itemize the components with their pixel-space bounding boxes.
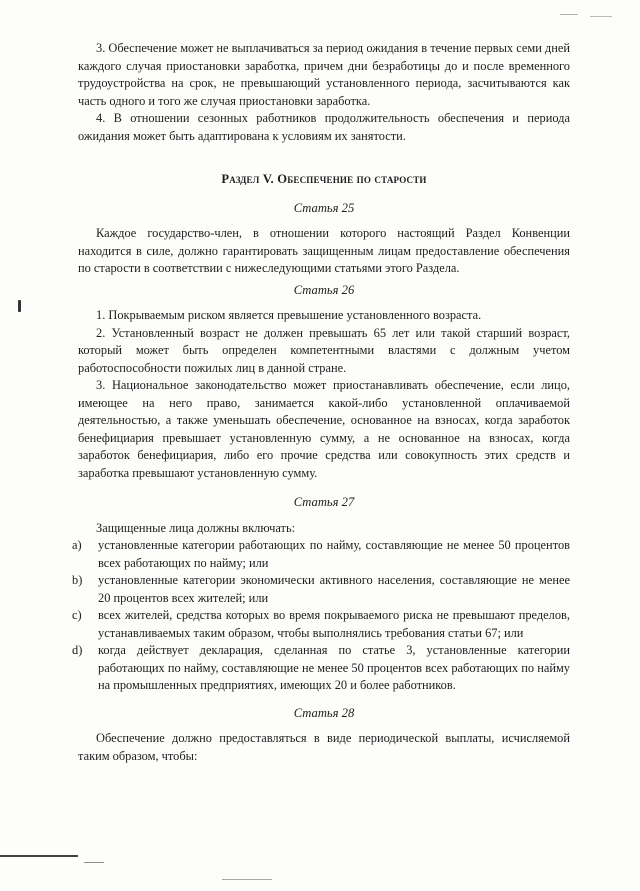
paragraph-4: 4. В отношении сезонных работников продолжительность обеспечения и периода ожидания может быть адаптирована к условиям их занятости. bbox=[78, 111, 570, 143]
list-item-text: установленные категории работающих по найму, составляющие не менее 50 процентов всех работающих по найму; или bbox=[98, 538, 570, 570]
scan-line-bottom-left bbox=[0, 855, 78, 857]
article-28-title: Статья 28 bbox=[293, 705, 355, 720]
list-item-d bbox=[72, 642, 570, 695]
scan-line-top-right-2 bbox=[590, 16, 612, 17]
scan-line-bottom-mid bbox=[222, 879, 272, 880]
list-marker: a) bbox=[72, 538, 82, 552]
paragraph-3: 3. Обеспечение может не выплачиваться за период ожидания в течение первых семи дней каждого случая приостановки заработка, причем дни безработицы до и после временного трудоустройства на срок, не превышающий установленного периода, засчитываются как часть одного и того же случая приостановки заработка. bbox=[78, 41, 571, 108]
scan-line-top-right bbox=[560, 14, 578, 15]
list-marker: c) bbox=[72, 608, 82, 622]
article-25-title: Статья 25 bbox=[293, 200, 355, 215]
article-26-p1: 1. Покрываемым риском является превышение установленного возраста. bbox=[96, 308, 482, 322]
list-item-c bbox=[72, 607, 570, 642]
list-item-text: когда действует декларация, сделанная по статье 3, установленные категории работающих по найму, составляющие не менее 50 процентов всех работающих по найму на промышленных предприятиях, имеющих 20 и более работников. bbox=[98, 643, 570, 692]
scan-speck bbox=[18, 300, 21, 312]
list-item-text: всех жителей, средства которых во время покрываемого риска не превышают пределов, устанавливаемых таким образом, чтобы выполнялись требования статьи 67; или bbox=[98, 608, 570, 640]
list-item-a bbox=[72, 537, 570, 572]
list-item-text: установленные категории экономически активного населения, составляющие не менее 20 процентов всех жителей; или bbox=[98, 573, 570, 605]
list-marker: d) bbox=[72, 643, 83, 657]
article-27-title: Статья 27 bbox=[293, 495, 355, 509]
article-28-text: Обеспечение должно предоставляться в виде периодической выплаты, исчисляемой таким образом, чтобы: bbox=[78, 731, 570, 763]
article-26-p3: 3. Национальное законодательство может приостанавливать обеспечение, если лицо, имеющее на него право, занимается какой-либо установленной оплачиваемой деятельностью, а также уменьшать обеспечение, основанное на взносах, когда заработок бенефициария превышает установленную сумму, а не основанное на взносах, когда заработок бенефициария, либо его прочие средства или совокупность этих средств и заработка превышают установленную сумму. bbox=[78, 378, 570, 480]
list-marker: b) bbox=[72, 573, 83, 587]
article-25-text: Каждое государство-член, в отношении которого настоящий Раздел Конвенции находится в силе, должно гарантировать защищенным лицам предоставление обеспечения по старости в соответствии с нижеследующими статьями этого Раздела. bbox=[78, 226, 570, 275]
list-item-b bbox=[72, 572, 570, 607]
scan-line-bottom-left-2 bbox=[84, 862, 104, 863]
article-27-intro: Защищенные лица должны включать: bbox=[96, 520, 296, 535]
section-title: Раздел V. Обеспечение по старости bbox=[221, 172, 427, 186]
document-body bbox=[72, 40, 571, 765]
article-26-title: Статья 26 bbox=[293, 282, 355, 297]
article-26-p2: 2. Установленный возраст не должен превышать 65 лет или такой старший возраст, который может быть определен компетентными властями с должным учетом работоспособности пожилых лиц в данной стране. bbox=[78, 325, 570, 375]
